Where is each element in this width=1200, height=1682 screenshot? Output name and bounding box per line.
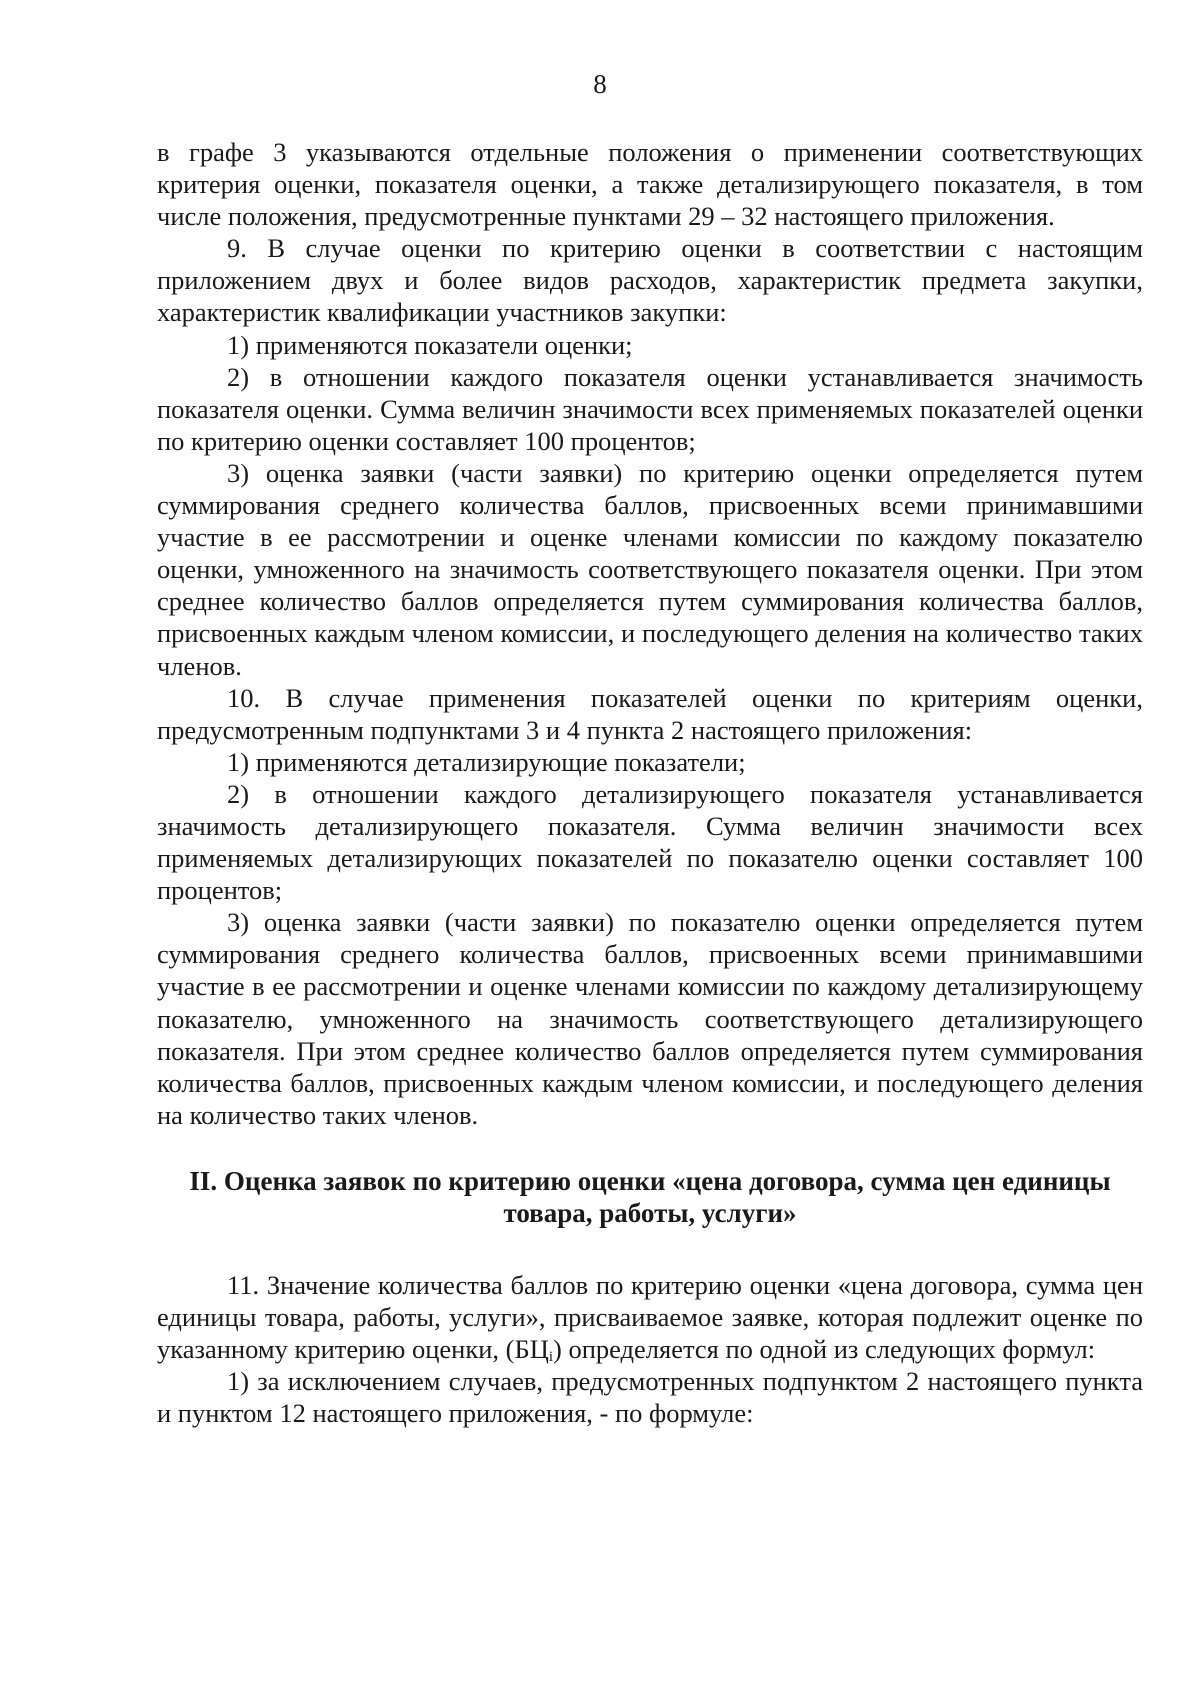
paragraph-11-text-end: ) определяется по одной из следующих формул: bbox=[553, 1334, 1096, 1365]
section-heading bbox=[157, 1165, 1143, 1229]
paragraph-11-text: 11. Значение количества баллов по критерию оценки «цена договора, сумма цен единицы товара, работы, услуги», присваиваемое заявке, которая подлежит оценке по указанному критерию оценки, (БЦ bbox=[157, 1269, 1143, 1365]
document-body bbox=[157, 136, 1143, 1429]
paragraph: 2) в отношении каждого показателя оценки устанавливается значимость показателя оценки. Сумма величин значимости всех применяемых показателей оценки по критерию оценки составляет 100 процентов; bbox=[157, 361, 1143, 456]
paragraph: в графе 3 указываются отдельные положения о применении соответствующих критерия оценки, показателя оценки, а также детализирующего показателя, в том числе положения, предусмотренные пунктами 29 – 32 настоящего приложения. bbox=[157, 137, 1143, 232]
section-heading-line: II. Оценка заявок по критерию оценки «цена договора, сумма цен единицы bbox=[189, 1165, 1111, 1196]
paragraph: 1) применяются детализирующие показатели; bbox=[227, 746, 746, 777]
paragraph: 1) применяются показатели оценки; bbox=[227, 329, 633, 360]
paragraph: 3) оценка заявки (части заявки) по критерию оценки определяется путем суммирования среднего количества баллов, присвоенных всеми принимавшими участие в ее рассмотрении и оценке членами комиссии по каждому показателю оценки, умноженного на значимость соответствующего показателя оценки. При этом среднее количество баллов определяется путем суммирования количества баллов, присвоенных каждым членом комиссии, и последующего деления на количество таких членов. bbox=[157, 457, 1143, 681]
paragraph-11 bbox=[157, 1269, 1143, 1365]
paragraph: 1) за исключением случаев, предусмотренных подпунктом 2 настоящего пункта и пунктом 12 настоящего приложения, - по формуле: bbox=[157, 1366, 1143, 1429]
page-number: 8 bbox=[593, 69, 607, 99]
subscript-i: i bbox=[548, 1349, 554, 1366]
section-heading-line: товара, работы, услуги» bbox=[503, 1197, 797, 1228]
paragraph: 2) в отношении каждого детализирующего показателя устанавливается значимость детализирующего показателя. Сумма величин значимости всех применяемых детализирующих показателей по показателю оценки составляет 100 процентов; bbox=[157, 778, 1143, 906]
paragraph: 9. В случае оценки по критерию оценки в соответствии с настоящим приложением двух и более видов расходов, характеристик предмета закупки, характеристик квалификации участников закупки: bbox=[157, 233, 1143, 328]
paragraph: 10. В случае применения показателей оценки по критериям оценки, предусмотренным подпунктами 3 и 4 пункта 2 настоящего приложения: bbox=[157, 682, 1143, 745]
paragraph: 3) оценка заявки (части заявки) по показателю оценки определяется путем суммирования среднего количества баллов, присвоенных всеми принимавшими участие в ее рассмотрении и оценке членами комиссии по каждому детализирующему показателю, умноженного на значимость соответствующего детализирующего показателя. При этом среднее количество баллов определяется путем суммирования количества баллов, присвоенных каждым членом комиссии, и последующего деления на количество таких членов. bbox=[157, 907, 1143, 1130]
